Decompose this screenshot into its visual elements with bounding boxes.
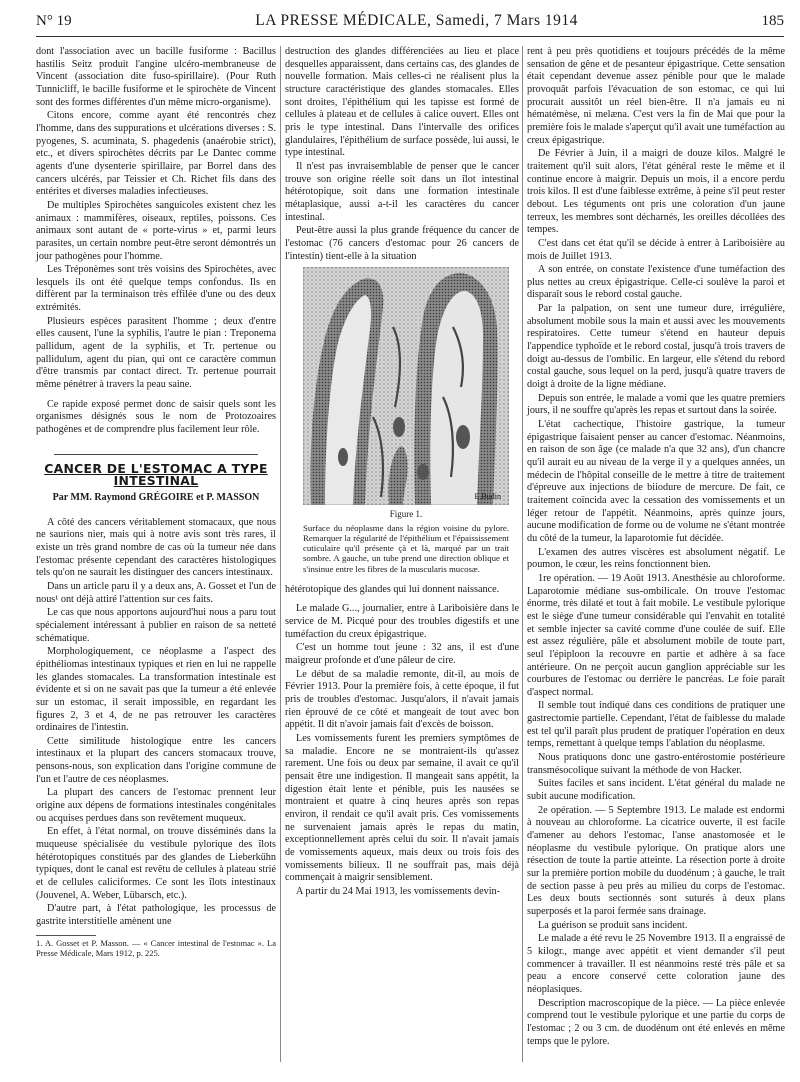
- histology-micrograph: [303, 267, 509, 505]
- paragraph: hétérotopique des glandes qui lui donnent naissance.: [285, 583, 500, 595]
- paragraph: De multiples Spirochètes sanguicoles existent chez les animaux : mammifères, oiseaux, reptiles, poissons. Ces animaux sont autant de « porte-virus » et, parmi leurs parasites, un certain nombre peut-être seront démontrés un jour pathogènes pour l'homme.: [36, 199, 276, 262]
- column-3: [527, 46, 785, 1049]
- paragraph: La guérison se produit sans incident.: [538, 919, 688, 931]
- figure-1: [303, 267, 509, 574]
- paragraph: D'autre part, à l'état pathologique, les processus de gastrite interstitielle amènent une: [36, 903, 276, 927]
- section-rule: [54, 454, 258, 455]
- article-authors: Par MM. Raymond GRÉGOIRE et P. MASSON: [52, 492, 260, 503]
- issue-number: N° 19: [36, 13, 72, 29]
- figure-title: Figure 1.: [389, 509, 423, 520]
- figure-signature: E.Budin: [474, 492, 501, 502]
- paragraph: C'est dans cet état qu'il se décide à entrer à Lariboisière au mois de Juillet 1913.: [527, 237, 785, 262]
- paragraph: Peut-être aussi la plus grande fréquence du cancer de l'estomac (76 cancers d'estomac pour 26 cancers de l'intestin) tient-elle à la situation: [285, 225, 519, 262]
- column-1: [36, 46, 276, 958]
- paragraph: Les Tréponèmes sont très voisins des Spirochètes, avec lesquels ils ont été quelque temps confondus. Ils en diffèrent par la terminaison très effilée d'une ou des deux extrémités.: [36, 264, 276, 314]
- paragraph: De Février à Juin, il a maigri de douze kilos. Malgré le traitement qu'il suit alors, l'état général reste le même et il continue encore à maigrir. Depuis un mois, il a encore perdu trois kilos. Il est d'une faiblesse extrême, à peine s'il peut rester debout. Les téguments ont pris une coloration d'un jaune terreux, les membres sont décharnés, les oreilles décollées des tempes.: [527, 148, 785, 236]
- paragraph: Par la palpation, on sent une tumeur dure, irrégulière, absolument mobile sous la main et aussi avec les mouvements respiratoires. Cette tumeur s'étend en hauteur depuis l'appendice typhoïde et le rebord costal, jusqu'à trois travers de doigt au-dessus de l'ombilic. En largeur, elle s'étend du rebord costal gauche, sous lequel on la perd, jusqu'à quatre travers de doigt à droite de la ligne médiane.: [527, 303, 785, 391]
- paragraph: Depuis son entrée, le malade a vomi que les quatre premiers jours, il ne souffre qu'après les repas et surtout dans la soirée.: [527, 392, 785, 417]
- header-rule: [36, 36, 784, 37]
- paragraph: dont l'association avec un bacille fusiforme : Bacillus hastilis Seitz produit l'angine ulcéro-membraneuse de Vincent (association dite fuso-spirillaire). (Pour Ruth Tunnicliff, le bacille fusiforme et le spirochète de Vincent sont des formes différentes d'un même micro-organisme).: [36, 46, 276, 108]
- paragraph: Plusieurs espèces parasitent l'homme ; deux d'entre elles causent, l'une la syphilis, l'autre le pian : Treponema pallidum, agent de la syphilis, et Tr. pertenue ou pallidulum, agent du pian, qui ont ce caractère commun d'être transmis par contact direct. Tr. pertenue pourrait même pénétrer à travers la peau saine.: [36, 315, 276, 391]
- paragraph: Citons encore, comme ayant été rencontrés chez l'homme, dans des suppurations et ulcérations diverses : S. pyogenes, S. acuminata, S. phagedenis (anaérobie strict), etc., et divers spirochètes décrits par Le Dantec comme agents d'une dysenterie spirillaire, par Borrel dans des cancers ulcérés, par Teissier et Ch. Richet fils dans des entérites et diverses maladies infectieuses.: [36, 110, 276, 198]
- paragraph: Le début de sa maladie remonte, dit-il, au mois de Février 1913. Pour la première fois, à cette époque, il fut pris de troubles d'estomac. Jusqu'alors, il n'avait jamais rien éprouvé de ce côté et mangeait de tout avec bon appétit. Il dit n'avoir jamais fait d'excès de boisson.: [285, 668, 519, 731]
- footnote-rule: [36, 935, 96, 936]
- paragraph: A son entrée, on constate l'existence d'une tuméfaction des plus nettes au creux épigastrique. Celle-ci soulève la paroi et disparaît sous le rebord costal gauche.: [527, 264, 785, 301]
- paragraph: destruction des glandes différenciées au lieu et place desquelles apparaissent, dans certains cas, des glandes de nouvelle formation. Mais celles-ci ne réalisent plus la structure caractéristique des glandes stomacales. Elles sont droites, l'épithélium qui les tapisse est formé de cellules à plateau et de cellules à calice ouvert. Elles ont pris le type intestinal. Dans l'intervalle des orifices glandulaires, l'épithélium de surface possède, lui aussi, le type intestinal.: [285, 46, 519, 159]
- paragraph: Ce rapide exposé permet donc de saisir quels sont les organismes désignés sous le nom de Protozoaires pathogènes et de comprendre plus facilement leur rôle.: [36, 398, 276, 436]
- paragraph: Il semble tout indiqué dans ces conditions de pratiquer une gastrectomie partielle. Cependant, l'état de faiblesse du malade est tel qu'il paraît plus prudent de pratiquer l'opération en deux temps, remettant à quelque temps l'ablation du néoplasme.: [527, 700, 785, 750]
- paragraph: 2e opération. — 5 Septembre 1913. Le malade est endormi à nouveau au chloroforme. La cicatrice ouverte, il est facile d'amener au dehors l'estomac, l'anse anastomosée et le néoplasme du vestibule pylorique. On pratique alors une résection de toute la partie atteinte. La résection porte à droite sur la première portion mobile du duodénum ; à gauche, le trait de section passe à peu près au milieu du corps de l'estomac. Les deux bouts sectionnés sont suturés à deux plans superposés et la paroi fermée sans drainage.: [527, 804, 785, 917]
- paragraph: L'état cachectique, l'histoire gastrique, la tumeur épigastrique faisaient penser au cancer d'estomac. Néanmoins, en raison de son âge (ce malade n'a que 32 ans), d'un chancre qu'il aurait eu au niveau de la verge il y a quelques années, un médecin de l'hôpital conseille de le mettre à titre de traitement d'épreuve aux injections de biiodure de mercure. De fait, ce traitement coïncida avec la cessation des vomissements et un léger retour de l'appétit. Néanmoins, après quinze jours, aucune modification de forme ou de volume ne s'étant montrée du côté de la tumeur, la laparotomie fut décidée.: [527, 419, 785, 544]
- figure-caption: Surface du néoplasme dans la région voisine du pylore. Remarquer la régularité de l'épithélium et l'épaississement cuticulaire qu'il présente çà et là, marqué par un trait sombre. A gauche, un tube prend une direction oblique et s'insinue entre les fibres de la muscularis mucosæ.: [303, 522, 509, 574]
- paragraph: A partir du 24 Mai 1913, les vomissements devin-: [296, 885, 501, 897]
- paragraph: L'examen des autres viscères est absolument négatif. Le poumon, le cœur, les reins fonctionnent bien.: [527, 546, 785, 571]
- paragraph: rent à peu près quotidiens et toujours précédés de la même sensation de gêne et de pesanteur épigastrique. Cette sensation était cependant devenue assez pénible pour que le malade provoquât parfois l'évacuation de son estomac, ce qui lui procurait aussitôt un réel bien-être. Il n'a jamais eu ni hématémèse, ni melæna. C'est vers la fin de Mai que pour la première fois le malade s'aperçut qu'il avait une tuméfaction au creux épigastrique.: [527, 46, 785, 146]
- paragraph: Morphologiquement, ce néoplasme a l'aspect des épithéliomas intestinaux typiques et rien en lui ne rappelle les glandes stomacales. La transformation intestinale est évidente et si on ne savait pas que la tumeur a été enlevée sur un estomac, il serait impossible, en regardant les figures 2, 3 et 4, de ne pas retrouver les caractères ordinaires de l'intestin.: [36, 646, 276, 734]
- page-header: [36, 12, 784, 34]
- paragraph: La plupart des cancers de l'estomac prennent leur origine aux dépens de formations intestinales congénitales ou acquises perdues dans son revêtement muqueux.: [36, 787, 276, 824]
- paragraph: Dans un article paru il y a deux ans, A. Gosset et l'un de nous¹ ont déjà attiré l'attention sur ces faits.: [36, 580, 276, 605]
- paragraph: C'est un homme tout jeune : 32 ans, il est d'une maigreur profonde et d'une pâleur de cire.: [285, 642, 519, 667]
- column-divider: [522, 46, 523, 1062]
- paragraph: En effet, à l'état normal, on trouve disséminés dans la muqueuse spécialisée du vestibule pylorique des îlots hétérotopiques constitués par des glandes de Lieberkühn typiques, dont le canal est revêtu de cellules à plateau strié et de cellules caliciformes. Ce sont les îlots intestinaux (Jouvenel, A. Weber, Lübarsch, etc.).: [36, 826, 276, 901]
- paragraph: Le malade a été revu le 25 Novembre 1913. Il a engraissé de 5 kilogr., mange avec appétit et vient demander s'il peut commencer à travailler. Il est néanmoins resté très pâle et sa peau a encore conservé cette coloration jaune des néoplasiques.: [527, 933, 785, 995]
- paragraph: Le malade G..., journalier, entre à Lariboisière dans le service de M. Picqué pour des troubles digestifs et une tuméfaction du creux épigastrique.: [285, 603, 519, 640]
- article-title: CANCER DE L'ESTOMAC A TYPE INTESTINAL: [44, 460, 268, 489]
- paragraph: A côté des cancers véritablement stomacaux, que nous ne saurions nier, mais qui à notre avis sont très rares, il existe un très grand nombre de cas où la tumeur née dans l'estomac présente cependant des caractères histologiques tels qu'on ne saurait les distinguer des cancers intestinaux.: [36, 516, 276, 579]
- journal-title: LA PRESSE MÉDICALE, Samedi, 7 Mars 1914: [255, 12, 578, 29]
- paragraph: Nous pratiquons donc une gastro-entérostomie postérieure transmésocolique suivant la méthode de von Hacker.: [527, 752, 785, 776]
- paragraph: Cette similitude histologique entre les cancers intestinaux et la plupart des cancers stomacaux trouve, pensons-nous, son explication dans l'origine commune de l'un et l'autre de ces néoplasmes.: [36, 735, 276, 785]
- footnote: 1. A. Gosset et P. Masson. — « Cancer intestinal de l'estomac ». La Presse Médicale, Mars 1912, p. 225.: [36, 937, 276, 958]
- column-divider: [280, 46, 281, 1062]
- paragraph: Suites faciles et sans incident. L'état général du malade ne subit aucune modification.: [527, 778, 785, 803]
- paragraph: Description macroscopique de la pièce. — La pièce enlevée comprend tout le vestibule pylorique et une partie du corps de l'estomac ; 2 ou 3 cm. de duodénum ont été enlevés en même temps que le pylore.: [527, 997, 785, 1047]
- column-2: [285, 46, 519, 900]
- paragraph: 1re opération. — 19 Août 1913. Anesthésie au chloroforme. Laparotomie médiane sus-ombilicale. On trouve l'estomac énorme, très dilaté et tout à fait mobile. Le vestibule pylorique est le siège d'une tumeur considérable qui l'envahit en totalité et semble injecter sa cavité comme d'une coulée de suif. Elle est assez régulière, pâle et absolument mobile de toute part, seul l'épiploon la recouvre en partie et adhère à sa face antérieure. On ne perçoit aucun ganglion appréciable sur les courbures de l'estomac ou derrière le pancréas. Le foie paraît d'aspect normal.: [527, 572, 785, 698]
- paragraph: Les vomissements furent les premiers symptômes de sa maladie. Encore ne se montraient-ils qu'assez rarement. Une fois ou deux par semaine, il avait ce qu'il pensait être une indigestion. Il mangeait sans appétit, la digestion était lente et pénible, puis les nausées se montraient et quatre à cinq heures après son repas environ, il rendait ce qu'il avait pris. Ces vomissements ne survenaient jamais après le repas du matin, exceptionnellement après celui du soir. Il n'avait jamais de vomissements aqueux, mais deux ou trois fois des vomissements bilieux. Il ne souffrait pas, mais déjà commençait à maigrir sensiblement.: [285, 733, 519, 884]
- paragraph: Il n'est pas invraisemblable de penser que le cancer trouve son origine réelle soit dans un îlot intestinal hétérotopique, soit dans une formation intestinale métaplasique, aussi a-t-il les caractères du cancer intestinal.: [285, 160, 519, 223]
- paragraph: Le cas que nous apportons aujourd'hui nous a paru tout spécialement intéressant à publier en raison de sa netteté schématique.: [36, 607, 276, 644]
- page-number: 185: [761, 13, 784, 29]
